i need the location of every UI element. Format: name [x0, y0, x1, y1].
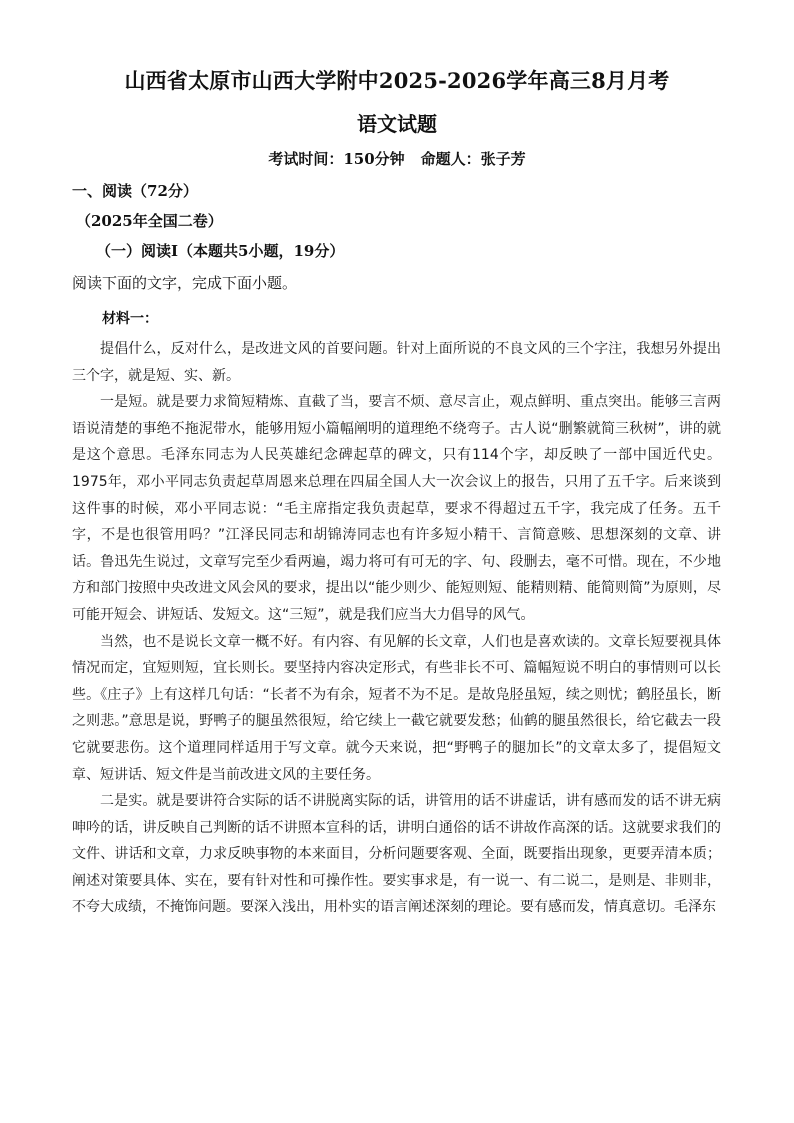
paragraph: 一是短。就是要力求简短精炼、直截了当，要言不烦、意尽言止，观点鲜明、重点突出。能够三言两语说清楚的事绝不拖泥带水，能够用短小篇幅阐明的道理绝不绕弯子。古人说“删繁就简三秋树”，讲的就是这个意思。毛泽东同志为人民英雄纪念碑起草的碑文，只有114个字，却反映了一部中国近代史。1975年，邓小平同志负责起草周恩来总理在四届全国人大一次会议上的报告，只用了五千字。后来谈到这件事的时候，邓小平同志说：“毛主席指定我负责起草，要求不得超过五千字，我完成了任务。五千字，不是也很管用吗？”江泽民同志和胡锦涛同志也有许多短小精干、言简意赅、思想深刻的文章、讲话。鲁迅先生说过，文章写完至少看两遍，竭力将可有可无的字、句、段删去，毫不可惜。现在，不少地方和部门按照中央改进文风会风的要求，提出以“能少则少、能短则短、能精则精、能简则简”为原则，尽可能开短会、讲短话、发短文。这“三短”，就是我们应当大力倡导的风气。 [72, 394, 721, 623]
section-heading: 一、阅读（72分） [72, 182, 198, 200]
paragraph: 当然，也不是说长文章一概不好。有内容、有见解的长文章，人们也是喜欢读的。文章长短要视具体情况而定，宜短则短，宜长则长。要坚持内容决定形式，有些非长不可、篇幅短说不明白的事情则可以长些。《庄子》上有这样几句话：“长者不为有余，短者不为不足。是故凫胫虽短，续之则忧；鹤胫虽长，断之则悲。”意思是说，野鸭子的腿虽然很短，给它续上一截它就要发愁；仙鹤的腿虽然很长，给它截去一段它就要悲伤。这个道理同样适用于写文章。就今天来说，把“野鸭子的腿加长”的文章太多了，提倡短文章、短讲话、短文件是当前改进文风的主要任务。 [72, 633, 721, 783]
exam-title: 山西省太原市山西大学附中2025-2026学年高三8月月考 [124, 68, 670, 93]
exam-author: 命题人：张子芳 [420, 150, 526, 168]
material-body [72, 336, 721, 921]
subsection-heading: （一）阅读Ⅰ（本题共5小题，19分） [96, 242, 345, 260]
paragraph: 提倡什么，反对什么，是改进文风的首要问题。针对上面所说的不良文风的三个字注，我想另外提出三个字，就是短、实、新。 [72, 341, 721, 384]
reading-instruction: 阅读下面的文字，完成下面小题。 [72, 274, 298, 292]
exam-time: 考试时间：150分钟 [268, 150, 405, 168]
material-label: 材料一： [102, 311, 158, 327]
exam-info [0, 148, 794, 170]
source-note: （2025年全国二卷） [76, 212, 223, 230]
paragraph: 二是实。就是要讲符合实际的话不讲脱离实际的话，讲管用的话不讲虚话，讲有感而发的话不讲无病呻吟的话，讲反映自己判断的话不讲照本宣科的话，讲明白通俗的话不讲故作高深的话。这就要求我们的文件、讲话和文章，力求反映事物的本来面目，分析问题要客观、全面，既要指出现象，更要弄清本质；阐述对策要具体、实在，要有针对性和可操作性。要实事求是，有一说一、有二说二，是则是、非则非，不夸大成绩，不掩饰问题。要深入浅出，用朴实的语言阐述深刻的理论。要有感而发，情真意切。毛泽东 [72, 793, 721, 916]
subject-title: 语文试题 [357, 112, 437, 136]
